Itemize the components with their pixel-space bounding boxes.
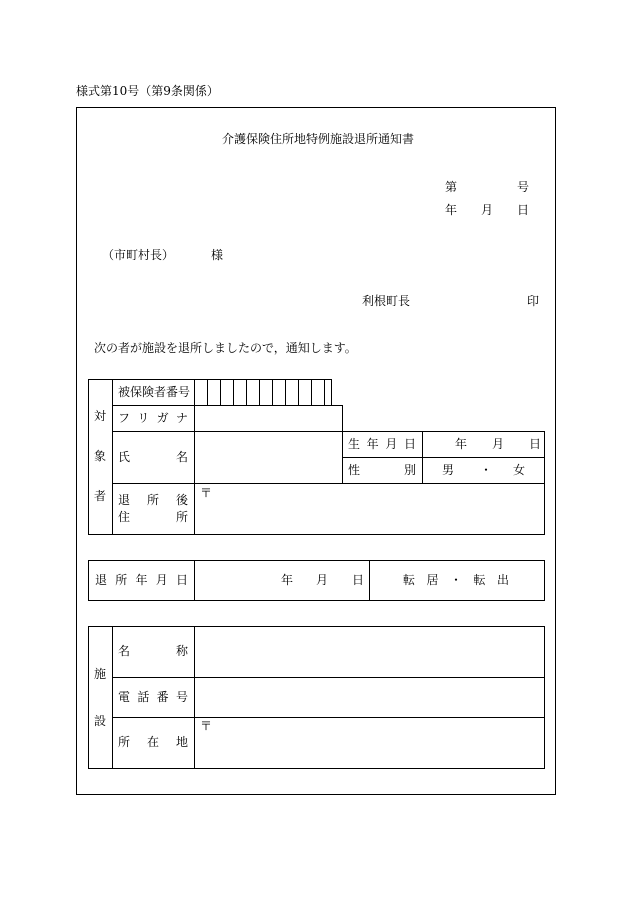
name-label: 氏 名 — [118, 450, 188, 464]
furigana-label: フ リ ガ ナ — [118, 411, 188, 425]
birth-date-label: 生 年 月 日 — [348, 437, 416, 451]
intro-text: 次の者が施設を退所しましたので，通知します。 — [94, 341, 357, 355]
sex-label: 性 別 — [348, 463, 416, 477]
doc-number-suffix: 号 — [517, 180, 530, 194]
addressee-name: （市町村長） — [102, 248, 175, 262]
discharge-reason: 転 居 ・ 転 出 — [403, 573, 509, 587]
form-number: 様式第10号（第9条関係） — [76, 84, 219, 98]
discharge-date-value: 年 月 日 — [281, 573, 365, 587]
date-month: 月 — [481, 203, 494, 217]
facility-phone-label: 電 話 番 号 — [118, 690, 188, 704]
facility-name-label: 名 称 — [118, 644, 188, 658]
subject-section-label: 対 象 者 — [93, 408, 106, 503]
facility-section-label: 施 設 — [93, 667, 106, 728]
postal-mark: 〒 — [200, 486, 213, 500]
form-title: 介護保険住所地特例施設退所通知書 — [222, 132, 415, 146]
sex-value: 男 ・ 女 — [442, 463, 526, 477]
facility-location-label: 所 在 地 — [118, 735, 188, 749]
addressee-honorific: 様 — [211, 248, 224, 262]
birth-date-value: 年 月 日 — [455, 437, 542, 451]
seal-mark: 印 — [527, 294, 540, 308]
address-label-line2: 住 所 — [118, 510, 188, 524]
facility-postal-mark: 〒 — [200, 719, 213, 733]
insured-number-label: 被保険者番号 — [118, 385, 191, 399]
address-label-line1: 退 所 後 — [118, 493, 188, 507]
date-year: 年 — [445, 203, 458, 217]
sender-name: 利根町長 — [362, 294, 411, 308]
date-day: 日 — [517, 203, 530, 217]
doc-number-prefix: 第 — [445, 180, 458, 194]
discharge-date-label: 退 所 年 月 日 — [95, 573, 188, 587]
